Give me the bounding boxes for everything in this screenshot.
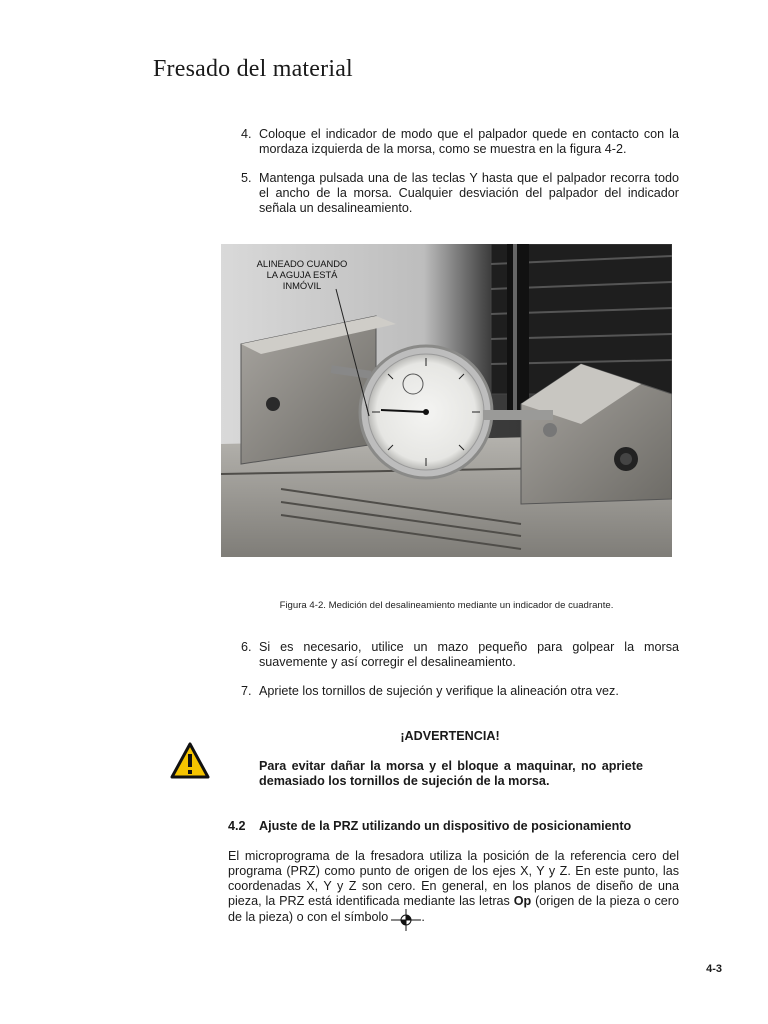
step-6 xyxy=(241,640,679,670)
step-number: 4. xyxy=(241,127,252,141)
warning-triangle-icon xyxy=(170,742,210,780)
page-number: 4-3 xyxy=(706,963,722,975)
step-text: Coloque el indicador de modo que el palpador quede en contacto con la mordaza izquierda de la morsa, como se muestra en la figura 4-2. xyxy=(259,127,679,156)
figure-caption: Figura 4-2. Medición del desalineamiento mediante un indicador de cuadrante. xyxy=(279,600,614,611)
section-number: 4.2 xyxy=(228,819,246,833)
step-7 xyxy=(241,684,679,699)
section-title: Ajuste de la PRZ utilizando un dispositivo de posicionamiento xyxy=(259,819,632,833)
step-5 xyxy=(241,171,679,216)
body-text-end: . xyxy=(421,910,425,924)
warning-text: Para evitar dañar la morsa y el bloque a maquinar, no apriete demasiado los tornillos de sujeción de la morsa. xyxy=(259,759,643,788)
step-text: Apriete los tornillos de sujeción y verifique la alineación otra vez. xyxy=(259,684,619,698)
step-number: 6. xyxy=(241,640,252,654)
warning-title: ¡ADVERTENCIA! xyxy=(400,729,500,743)
body-bold-op: Op xyxy=(513,894,532,908)
page-title: Fresado del material xyxy=(153,56,353,82)
body-text-1: El microprograma de la fresadora utiliza la posición de la referencia cero del programa (PRZ) como punto de origen de los ejes X, Y y Z. En este punto, las coordenadas X, Y y Z son cero. En general, en los planos de diseño de una pieza, la PRZ está identificada mediante las letras xyxy=(228,849,679,908)
step-4 xyxy=(241,127,679,157)
figure-callout-label: ALINEADO CUANDO LA AGUJA ESTÁ INMÓVIL xyxy=(256,258,348,291)
prz-origin-symbol-icon xyxy=(391,909,421,931)
step-number: 5. xyxy=(241,171,252,185)
step-number: 7. xyxy=(241,684,252,698)
body-text-2: (origen de la pieza o cero de la pieza) o con el símbolo xyxy=(228,894,679,924)
step-text: Si es necesario, utilice un mazo pequeño para golpear la morsa suavemente y así corregir el desalineamiento. xyxy=(259,640,679,669)
step-text: Mantenga pulsada una de las teclas Y hasta que el palpador recorra todo el ancho de la morsa. Cualquier desviación del palpador del indicador señala un desalineamiento. xyxy=(259,171,679,215)
section-body xyxy=(228,849,679,931)
